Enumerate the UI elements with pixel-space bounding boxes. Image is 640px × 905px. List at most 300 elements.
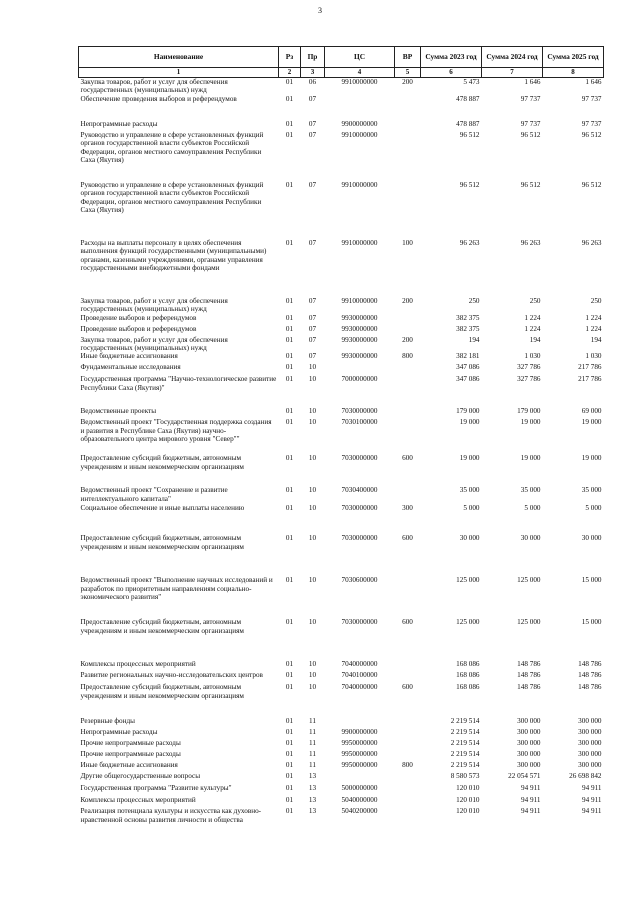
row-pr: 10 <box>308 683 317 692</box>
row-name: Расходы на выплаты персоналу в целях обеспечения выполнения функций государственными (муниципальными) органами, казенными учреждениями, органами управления государственными внебюджетными фондами <box>80 238 267 273</box>
row-vr: 800 <box>402 761 413 770</box>
column-number: 6 <box>421 68 482 78</box>
row-rz: 01 <box>285 534 294 543</box>
row-sum-2025: 19 000 <box>581 418 602 427</box>
row-sum-2024: 327 786 <box>517 375 541 384</box>
row-pr: 10 <box>308 486 317 495</box>
row-sum-2024: 19 000 <box>520 454 541 463</box>
row-name: Прочие непрограммные расходы <box>80 739 181 748</box>
row-sum-2025: 1 224 <box>585 313 602 322</box>
row-sum-2024: 22 054 571 <box>508 772 541 781</box>
row-sum-2023: 120 010 <box>456 807 480 816</box>
row-sum-2025: 217 786 <box>578 363 602 372</box>
row-rz: 01 <box>285 407 294 416</box>
row-name: Ведомственные проекты <box>80 407 157 416</box>
row-pr: 07 <box>308 180 317 189</box>
row-name: Государственная программа "Развитие культуры" <box>80 784 232 793</box>
row-pr: 11 <box>309 728 316 737</box>
row-name: Фундаментальные исследования <box>80 363 181 372</box>
row-vr <box>395 671 421 683</box>
row-sum-2024: 97 737 <box>520 119 541 128</box>
row-sum-2025: 15 000 <box>581 618 602 627</box>
column-number: 7 <box>482 68 543 78</box>
column-number: 3 <box>301 68 325 78</box>
column-number-row <box>79 68 604 78</box>
row-vr <box>395 486 421 504</box>
row-sum-2025: 250 <box>590 296 602 305</box>
row-vr <box>395 181 421 239</box>
row-rz: 01 <box>285 728 294 737</box>
row-vr: 800 <box>402 352 413 361</box>
row-sum-2024: 194 <box>529 335 541 344</box>
table-row <box>79 796 604 807</box>
row-pr: 10 <box>308 504 317 513</box>
table-row <box>79 784 604 796</box>
row-sum-2024: 148 786 <box>517 671 541 680</box>
row-rz: 01 <box>285 576 294 585</box>
row-rz: 01 <box>285 363 294 372</box>
table-row <box>79 336 604 353</box>
row-sum-2025: 194 <box>590 335 602 344</box>
row-cs: 9900000000 <box>341 119 378 128</box>
row-cs: 7040000000 <box>341 660 378 669</box>
row-vr: 200 <box>402 78 413 86</box>
row-rz: 01 <box>285 335 294 344</box>
row-name: Социальное обеспечение и иные выплаты населению <box>80 504 245 513</box>
row-sum-2023: 168 086 <box>456 671 480 680</box>
row-sum-2023: 2 219 514 <box>450 728 480 737</box>
row-pr: 07 <box>308 238 317 247</box>
row-cs <box>325 363 395 375</box>
row-rz: 01 <box>285 796 294 805</box>
row-sum-2023: 179 000 <box>456 407 480 416</box>
row-sum-2023: 96 263 <box>459 238 480 247</box>
column-number: 5 <box>395 68 421 78</box>
row-cs: 5040000000 <box>341 796 378 805</box>
row-sum-2024: 300 000 <box>517 739 541 748</box>
row-rz: 01 <box>285 238 294 247</box>
header-rz: Рз <box>279 47 301 68</box>
table-row <box>79 78 604 95</box>
row-vr <box>395 807 421 842</box>
row-vr <box>395 784 421 796</box>
row-cs: 9930000000 <box>341 313 378 322</box>
row-vr <box>395 314 421 325</box>
table-row <box>79 454 604 486</box>
row-pr: 07 <box>308 130 317 139</box>
row-pr: 10 <box>308 660 317 669</box>
row-rz: 01 <box>285 180 294 189</box>
row-vr <box>395 363 421 375</box>
row-pr: 11 <box>309 750 316 759</box>
row-sum-2023: 194 <box>468 335 480 344</box>
row-sum-2023: 120 010 <box>456 796 480 805</box>
row-rz: 01 <box>285 671 294 680</box>
row-pr: 13 <box>308 784 317 793</box>
row-cs <box>325 717 395 728</box>
row-rz: 01 <box>285 352 294 361</box>
row-cs: 9950000000 <box>341 750 378 759</box>
row-name: Прочие непрограммные расходы <box>80 750 181 759</box>
row-vr <box>395 796 421 807</box>
row-sum-2023: 8 580 573 <box>450 772 480 781</box>
table-row <box>79 504 604 534</box>
row-vr <box>395 418 421 454</box>
row-sum-2025: 300 000 <box>578 739 602 748</box>
row-name: Закупка товаров, работ и услуг для обеспечения государственных (муниципальных) нужд <box>80 78 228 95</box>
row-pr: 10 <box>308 534 317 543</box>
row-rz: 01 <box>285 660 294 669</box>
row-pr: 10 <box>308 454 317 463</box>
row-cs: 7030600000 <box>341 576 378 585</box>
table-row <box>79 352 604 363</box>
row-pr: 07 <box>308 352 317 361</box>
row-vr <box>395 772 421 784</box>
row-name: Комплексы процессных мероприятий <box>80 796 196 805</box>
row-sum-2023: 168 086 <box>456 660 480 669</box>
row-pr: 11 <box>309 717 316 726</box>
header-name: Наименование <box>79 47 279 68</box>
row-name: Предоставление субсидий бюджетным, автономным учреждениям и иным некоммерческим организациям <box>80 618 244 635</box>
header-cs: ЦС <box>325 47 395 68</box>
row-cs: 7000000000 <box>341 375 378 384</box>
row-sum-2023: 120 010 <box>456 784 480 793</box>
row-cs: 9930000000 <box>341 324 378 333</box>
row-rz: 01 <box>285 717 294 726</box>
row-pr: 10 <box>308 418 317 427</box>
row-name: Предоставление субсидий бюджетным, автономным учреждениям и иным некоммерческим организациям <box>80 683 244 700</box>
row-cs: 7040000000 <box>341 683 378 692</box>
row-name: Закупка товаров, работ и услуг для обеспечения государственных (муниципальных) нужд <box>80 335 228 353</box>
row-sum-2025: 94 911 <box>582 796 602 805</box>
row-sum-2025: 94 911 <box>582 784 602 793</box>
row-sum-2023: 5 000 <box>463 504 480 513</box>
row-cs: 9930000000 <box>341 352 378 361</box>
header-vr: ВР <box>395 47 421 68</box>
row-sum-2023: 478 887 <box>456 119 480 128</box>
row-name: Реализация потенциала культуры и искусства как духовно-нравственной основы развития личности и общества <box>80 807 262 824</box>
row-cs: 7030000000 <box>341 407 378 416</box>
row-sum-2024: 1 030 <box>524 352 541 361</box>
row-pr: 07 <box>308 335 317 344</box>
row-pr: 07 <box>308 94 317 103</box>
row-sum-2025: 300 000 <box>578 728 602 737</box>
row-rz: 01 <box>285 313 294 322</box>
row-pr: 10 <box>308 576 317 585</box>
row-sum-2024: 1 646 <box>524 78 541 86</box>
row-sum-2024: 96 263 <box>520 238 541 247</box>
row-sum-2023: 382 181 <box>456 352 480 361</box>
row-name: Непрограммные расходы <box>80 119 158 128</box>
header-sum-2023: Сумма 2023 год <box>421 47 482 68</box>
row-sum-2023: 30 000 <box>459 534 480 543</box>
row-sum-2024: 94 911 <box>521 796 541 805</box>
row-cs: 9910000000 <box>341 130 378 139</box>
row-name: Другие общегосударственные вопросы <box>80 772 201 781</box>
row-sum-2024: 327 786 <box>517 363 541 372</box>
row-sum-2024: 148 786 <box>517 660 541 669</box>
row-cs: 7030000000 <box>341 534 378 543</box>
row-sum-2025: 97 737 <box>581 119 602 128</box>
row-cs: 9950000000 <box>341 739 378 748</box>
column-number: 8 <box>543 68 604 78</box>
row-sum-2024: 35 000 <box>520 486 541 495</box>
row-cs: 7030400000 <box>341 486 378 495</box>
table-row <box>79 717 604 728</box>
row-pr: 07 <box>308 296 317 305</box>
row-rz: 01 <box>285 807 294 816</box>
row-rz: 01 <box>285 418 294 427</box>
row-sum-2023: 2 219 514 <box>450 739 480 748</box>
table-row <box>79 418 604 454</box>
row-name: Проведение выборов и референдумов <box>80 324 197 333</box>
row-name: Иные бюджетные ассигнования <box>80 761 178 770</box>
row-cs: 7030000000 <box>341 454 378 463</box>
row-sum-2024: 125 000 <box>517 618 541 627</box>
row-cs: 7030000000 <box>341 504 378 513</box>
row-pr: 06 <box>308 78 317 86</box>
row-name: Ведомственный проект "Выполнение научных исследований и разработок по приоритетным направлениям социально-экономического развития" <box>80 576 273 602</box>
row-name: Проведение выборов и референдумов <box>80 313 197 322</box>
row-sum-2025: 96 512 <box>581 180 602 189</box>
row-sum-2024: 5 000 <box>524 504 541 513</box>
table-row <box>79 486 604 504</box>
row-rz: 01 <box>285 772 294 781</box>
row-sum-2023: 250 <box>468 296 480 305</box>
row-rz: 01 <box>285 683 294 692</box>
row-sum-2023: 5 473 <box>463 78 480 86</box>
row-vr <box>395 325 421 336</box>
row-sum-2025: 30 000 <box>581 534 602 543</box>
column-number: 2 <box>279 68 301 78</box>
row-vr: 600 <box>402 534 413 543</box>
row-name: Иные бюджетные ассигнования <box>80 352 178 361</box>
table-row <box>79 297 604 314</box>
row-pr: 13 <box>308 807 317 816</box>
row-sum-2024: 300 000 <box>517 750 541 759</box>
row-cs: 9910000000 <box>341 296 378 305</box>
row-cs: 9910000000 <box>341 180 378 189</box>
row-name: Руководство и управление в сфере установленных функций органов государственной власти субъектов Российской Федерации, органов местного самоуправления Республики Саха (Якутия) <box>80 180 264 215</box>
row-name: Обеспечение проведения выборов и референдумов <box>80 94 237 103</box>
page-number: 3 <box>318 6 322 15</box>
row-name: Комплексы процессных мероприятий <box>80 660 196 669</box>
row-sum-2024: 96 512 <box>520 130 541 139</box>
row-sum-2023: 168 086 <box>456 683 480 692</box>
row-pr: 10 <box>308 375 317 384</box>
row-vr <box>395 120 421 131</box>
row-vr <box>395 576 421 618</box>
row-vr <box>395 375 421 407</box>
row-pr: 10 <box>308 671 317 680</box>
row-rz: 01 <box>285 78 294 86</box>
table-row <box>79 660 604 671</box>
table-row <box>79 728 604 739</box>
row-sum-2023: 19 000 <box>459 454 480 463</box>
row-pr: 10 <box>308 407 317 416</box>
row-sum-2024: 19 000 <box>520 418 541 427</box>
row-name: Непрограммные расходы <box>80 728 158 737</box>
row-rz: 01 <box>285 739 294 748</box>
header-pr: Пр <box>301 47 325 68</box>
row-sum-2024: 300 000 <box>517 717 541 726</box>
row-rz: 01 <box>285 375 294 384</box>
row-sum-2024: 1 224 <box>524 313 541 322</box>
row-sum-2025: 5 000 <box>585 504 602 513</box>
column-number: 4 <box>325 68 395 78</box>
row-vr: 600 <box>402 683 413 692</box>
row-pr: 07 <box>308 313 317 322</box>
row-name: Предоставление субсидий бюджетным, автономным учреждениям и иным некоммерческим организациям <box>80 534 244 551</box>
row-name: Ведомственный проект "Сохранение и развитие интеллектуального капитала" <box>80 486 228 503</box>
row-vr: 600 <box>402 618 413 627</box>
table-row <box>79 750 604 761</box>
row-pr: 10 <box>308 618 317 627</box>
table-row <box>79 95 604 120</box>
row-vr <box>395 660 421 671</box>
row-sum-2024: 300 000 <box>517 728 541 737</box>
row-sum-2025: 35 000 <box>581 486 602 495</box>
row-sum-2024: 250 <box>529 296 541 305</box>
row-pr: 13 <box>308 772 317 781</box>
row-sum-2025: 1 646 <box>585 78 602 86</box>
row-cs: 5040200000 <box>341 807 378 816</box>
table-row <box>79 239 604 297</box>
table-row <box>79 807 604 842</box>
row-sum-2023: 96 512 <box>459 130 480 139</box>
row-rz: 01 <box>285 761 294 770</box>
table-row <box>79 576 604 618</box>
row-sum-2025: 96 512 <box>581 130 602 139</box>
row-pr: 11 <box>309 739 316 748</box>
row-name: Резервные фонды <box>80 717 135 726</box>
row-vr <box>395 131 421 181</box>
row-sum-2025: 94 911 <box>582 807 602 816</box>
row-sum-2023: 125 000 <box>456 576 480 585</box>
column-number: 1 <box>79 68 279 78</box>
row-sum-2024: 94 911 <box>521 784 541 793</box>
row-vr: 600 <box>402 454 413 463</box>
row-cs <box>325 95 395 120</box>
table-row <box>79 671 604 683</box>
row-sum-2023: 35 000 <box>459 486 480 495</box>
table-row <box>79 181 604 239</box>
table-row <box>79 683 604 717</box>
row-rz: 01 <box>285 94 294 103</box>
row-sum-2025: 19 000 <box>581 454 602 463</box>
row-sum-2025: 1 224 <box>585 324 602 333</box>
row-sum-2023: 478 887 <box>456 94 480 103</box>
row-vr: 200 <box>402 335 413 344</box>
table-row <box>79 363 604 375</box>
row-sum-2025: 96 263 <box>581 238 602 247</box>
header-sum-2024: Сумма 2024 год <box>482 47 543 68</box>
row-vr <box>395 739 421 750</box>
row-cs: 9900000000 <box>341 728 378 737</box>
table-row <box>79 761 604 772</box>
row-sum-2023: 96 512 <box>459 180 480 189</box>
header-sum-2025: Сумма 2025 год <box>543 47 604 68</box>
row-sum-2024: 300 000 <box>517 761 541 770</box>
row-sum-2025: 148 786 <box>578 660 602 669</box>
row-rz: 01 <box>285 130 294 139</box>
row-sum-2023: 382 375 <box>456 324 480 333</box>
table-row <box>79 375 604 407</box>
table-row <box>79 120 604 131</box>
row-name: Государственная программа "Научно-технологическое развитие Республики Саха (Якутия)" <box>80 375 277 392</box>
row-sum-2023: 382 375 <box>456 313 480 322</box>
row-rz: 01 <box>285 486 294 495</box>
table-row <box>79 131 604 181</box>
row-vr: 300 <box>402 504 413 513</box>
row-vr <box>395 407 421 418</box>
row-sum-2023: 347 086 <box>456 363 480 372</box>
row-sum-2023: 2 219 514 <box>450 717 480 726</box>
row-sum-2024: 30 000 <box>520 534 541 543</box>
row-pr: 13 <box>308 796 317 805</box>
table-row <box>79 407 604 418</box>
row-vr <box>395 728 421 739</box>
row-cs: 7030100000 <box>341 418 378 427</box>
row-rz: 01 <box>285 504 294 513</box>
row-rz: 01 <box>285 454 294 463</box>
row-sum-2023: 19 000 <box>459 418 480 427</box>
row-sum-2025: 69 000 <box>581 407 602 416</box>
row-sum-2025: 148 786 <box>578 683 602 692</box>
row-name: Закупка товаров, работ и услуг для обеспечения государственных (муниципальных) нужд <box>80 296 228 314</box>
row-cs: 5000000000 <box>341 784 378 793</box>
row-sum-2024: 125 000 <box>517 576 541 585</box>
row-cs: 9930000000 <box>341 335 378 344</box>
row-sum-2025: 300 000 <box>578 750 602 759</box>
table-row <box>79 618 604 660</box>
row-sum-2025: 15 000 <box>581 576 602 585</box>
row-pr: 10 <box>308 363 317 372</box>
budget-table <box>78 46 604 842</box>
row-vr <box>395 717 421 728</box>
row-sum-2024: 96 512 <box>520 180 541 189</box>
row-sum-2024: 97 737 <box>520 94 541 103</box>
row-cs <box>325 772 395 784</box>
row-rz: 01 <box>285 119 294 128</box>
row-sum-2025: 300 000 <box>578 717 602 726</box>
row-cs: 9910000000 <box>341 238 378 247</box>
row-name: Предоставление субсидий бюджетным, автономным учреждениям и иным некоммерческим организациям <box>80 454 244 471</box>
row-sum-2025: 217 786 <box>578 375 602 384</box>
row-sum-2023: 347 086 <box>456 375 480 384</box>
row-rz: 01 <box>285 750 294 759</box>
row-cs: 9950000000 <box>341 761 378 770</box>
row-vr <box>395 750 421 761</box>
row-pr: 07 <box>308 324 317 333</box>
row-name: Ведомственный проект "Государственная поддержка создания и развития в Республике Саха (Якутия) научно-образовательного центра мирового уровня "Север"" <box>80 418 272 444</box>
row-rz: 01 <box>285 784 294 793</box>
row-name: Развитие региональных научно-исследовательских центров <box>80 671 263 680</box>
row-sum-2023: 2 219 514 <box>450 750 480 759</box>
row-sum-2025: 148 786 <box>578 671 602 680</box>
row-rz: 01 <box>285 618 294 627</box>
row-sum-2024: 94 911 <box>521 807 541 816</box>
row-sum-2025: 1 030 <box>585 352 602 361</box>
row-sum-2025: 300 000 <box>578 761 602 770</box>
row-cs: 7030000000 <box>341 618 378 627</box>
row-pr: 07 <box>308 119 317 128</box>
row-vr <box>395 95 421 120</box>
row-vr: 200 <box>402 296 413 305</box>
table-row <box>79 772 604 784</box>
row-pr: 11 <box>309 761 316 770</box>
row-name: Руководство и управление в сфере установленных функций органов государственной власти субъектов Российской Федерации, органов местного самоуправления Республики Саха (Якутия) <box>80 130 264 165</box>
